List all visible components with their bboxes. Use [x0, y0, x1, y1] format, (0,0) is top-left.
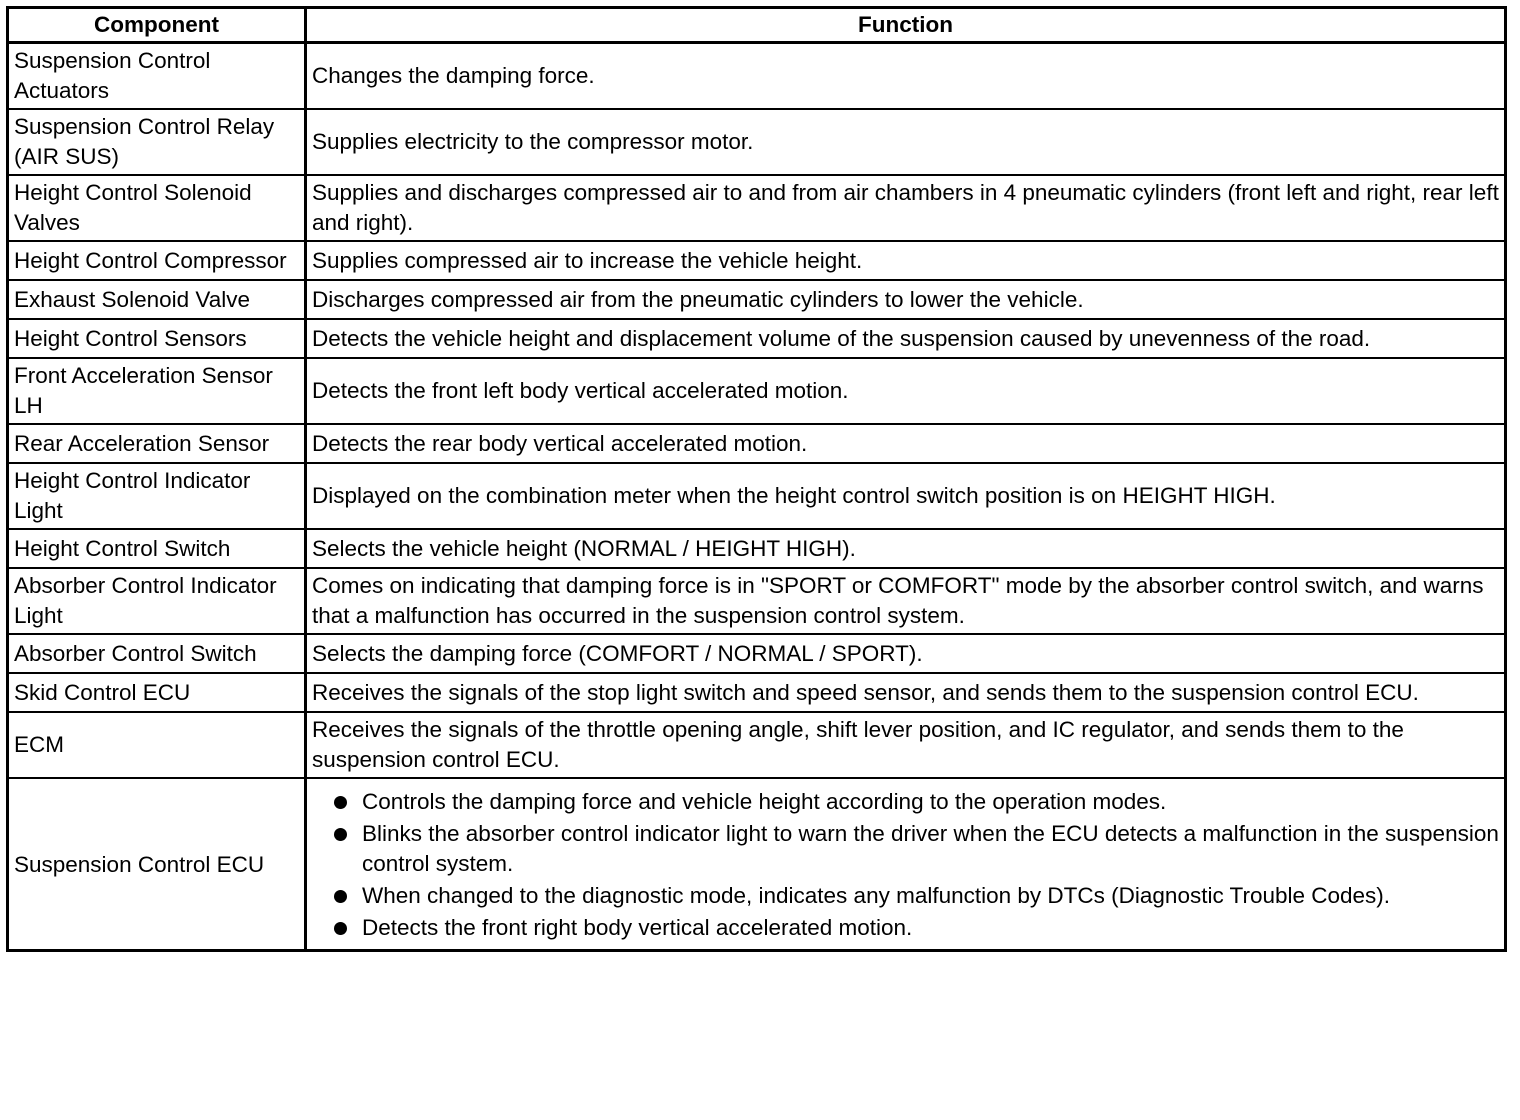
function-cell: Selects the damping force (COMFORT / NORMAL / SPORT).	[306, 634, 1506, 673]
bullet-item	[312, 819, 1499, 879]
component-cell: Absorber Control Indicator Light	[8, 568, 306, 634]
table-row	[8, 778, 1506, 951]
table-row	[8, 673, 1506, 712]
component-cell: Absorber Control Switch	[8, 634, 306, 673]
component-cell: Height Control Sensors	[8, 319, 306, 358]
table-row	[8, 109, 1506, 175]
bullet-text: Controls the damping force and vehicle height according to the operation modes.	[362, 789, 1167, 814]
function-cell: Supplies and discharges compressed air to and from air chambers in 4 pneumatic cylinders (front left and right, rear left and right).	[306, 175, 1506, 241]
bullet-item	[312, 913, 1499, 943]
component-cell: Suspension Control Relay (AIR SUS)	[8, 109, 306, 175]
component-cell: Height Control Switch	[8, 529, 306, 568]
component-cell: Suspension Control Actuators	[8, 43, 306, 110]
function-cell: Changes the damping force.	[306, 43, 1506, 110]
table-row	[8, 712, 1506, 778]
component-cell: Skid Control ECU	[8, 673, 306, 712]
table-row	[8, 529, 1506, 568]
component-function-table	[6, 6, 1507, 952]
function-cell: Receives the signals of the stop light switch and speed sensor, and sends them to the suspension control ECU.	[306, 673, 1506, 712]
bullet-icon	[334, 828, 347, 841]
header-row	[8, 8, 1506, 43]
component-cell: Rear Acceleration Sensor	[8, 424, 306, 463]
table-row	[8, 568, 1506, 634]
function-cell: Displayed on the combination meter when the height control switch position is on HEIGHT HIGH.	[306, 463, 1506, 529]
bullet-item	[312, 881, 1499, 911]
function-cell: Comes on indicating that damping force is in "SPORT or COMFORT" mode by the absorber control switch, and warns that a malfunction has occurred in the suspension control system.	[306, 568, 1506, 634]
component-cell: Height Control Indicator Light	[8, 463, 306, 529]
component-cell: Suspension Control ECU	[8, 778, 306, 951]
function-cell: Detects the front left body vertical accelerated motion.	[306, 358, 1506, 424]
component-cell: Exhaust Solenoid Valve	[8, 280, 306, 319]
function-cell: Selects the vehicle height (NORMAL / HEIGHT HIGH).	[306, 529, 1506, 568]
table-row	[8, 43, 1506, 110]
function-bullet-list	[312, 784, 1499, 943]
component-cell: Height Control Compressor	[8, 241, 306, 280]
header-component: Component	[8, 8, 306, 43]
table-row	[8, 424, 1506, 463]
table-row	[8, 175, 1506, 241]
table-row	[8, 241, 1506, 280]
header-function: Function	[306, 8, 1506, 43]
component-cell: Front Acceleration Sensor LH	[8, 358, 306, 424]
function-cell: Detects the rear body vertical accelerated motion.	[306, 424, 1506, 463]
bullet-icon	[334, 796, 347, 809]
function-cell	[306, 778, 1506, 951]
table-row	[8, 634, 1506, 673]
table-row	[8, 280, 1506, 319]
bullet-icon	[334, 890, 347, 903]
component-cell: Height Control Solenoid Valves	[8, 175, 306, 241]
bullet-text: When changed to the diagnostic mode, indicates any malfunction by DTCs (Diagnostic Trouble Codes).	[362, 883, 1391, 908]
function-cell: Receives the signals of the throttle opening angle, shift lever position, and IC regulator, and sends them to the suspension control ECU.	[306, 712, 1506, 778]
function-cell: Supplies compressed air to increase the vehicle height.	[306, 241, 1506, 280]
table-row	[8, 358, 1506, 424]
function-cell: Discharges compressed air from the pneumatic cylinders to lower the vehicle.	[306, 280, 1506, 319]
bullet-item	[312, 787, 1499, 817]
function-cell: Supplies electricity to the compressor motor.	[306, 109, 1506, 175]
bullet-text: Detects the front right body vertical accelerated motion.	[362, 915, 913, 940]
bullet-icon	[334, 922, 347, 935]
function-cell: Detects the vehicle height and displacement volume of the suspension caused by unevenness of the road.	[306, 319, 1506, 358]
table-row	[8, 463, 1506, 529]
table-row	[8, 319, 1506, 358]
component-cell: ECM	[8, 712, 306, 778]
bullet-text: Blinks the absorber control indicator light to warn the driver when the ECU detects a malfunction in the suspension control system.	[362, 821, 1499, 876]
